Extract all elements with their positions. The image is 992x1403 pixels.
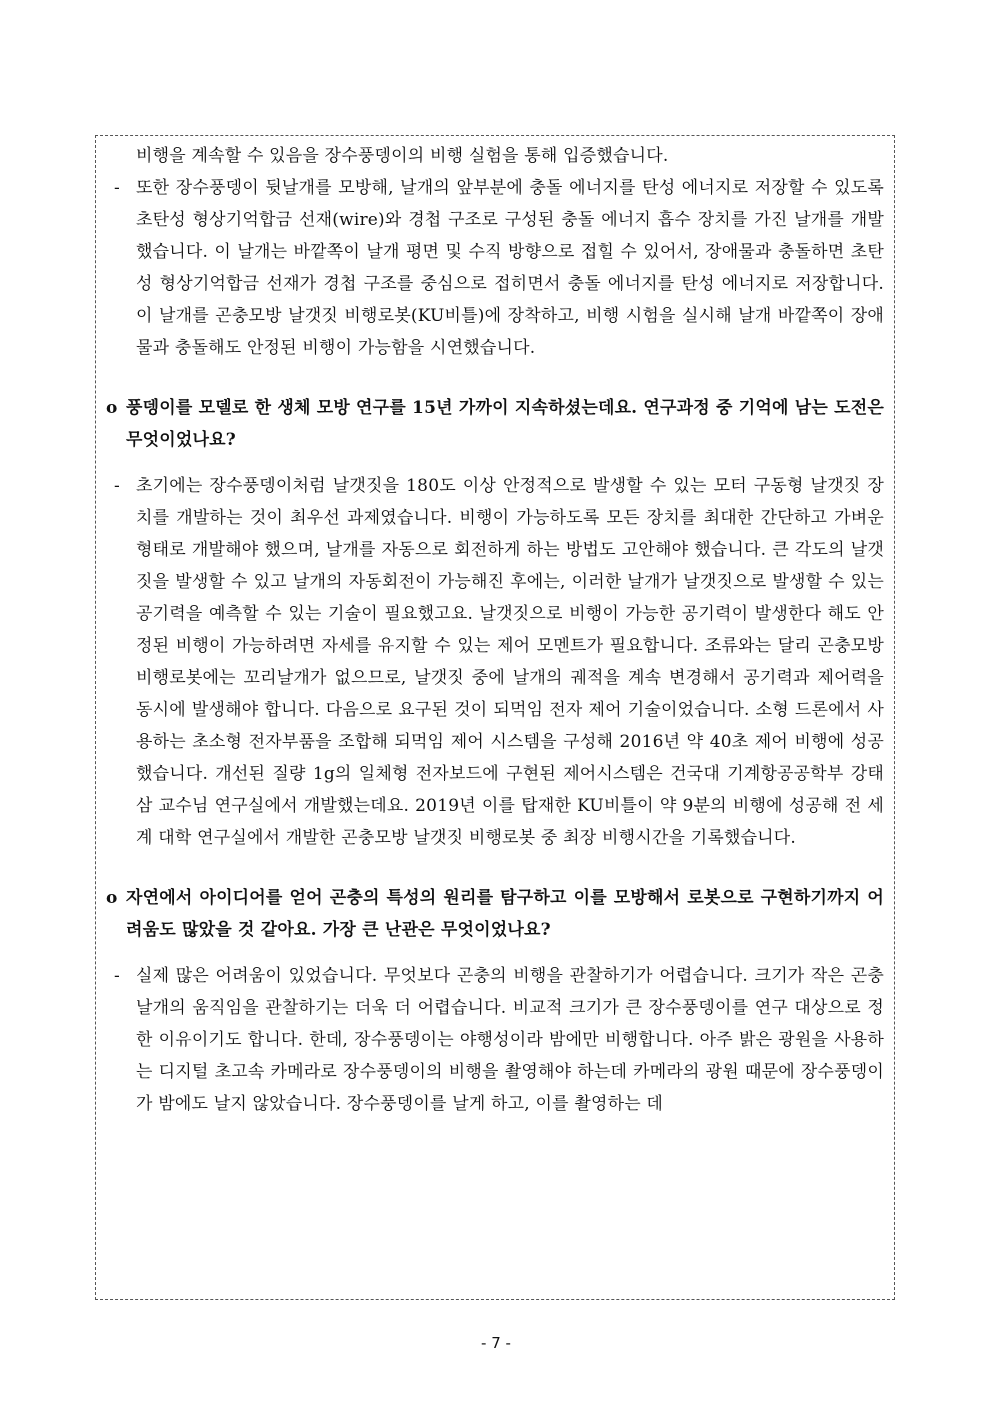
answer-text-2: 초기에는 장수풍뎅이처럼 날갯짓을 180도 이상 안정적으로 발생할 수 있는 모터 구동형 날갯짓 장치를 개발하는 것이 최우선 과제였습니다. 비행이 가능하도록 모든 장치를 최대한 간단하고 가벼운 형태로 개발해야 했으며, 날개를 자동으로 회전하게 하는 방법도 고안해야 했습니다. 큰 각도의 날갯짓을 발생할 수 있고 날개의 자동회전이 가능해진 후에는, 이러한 날개가 날갯짓으로 발생할 수 있는 공기력을 예측할 수 있는 기술이 필요했고요. 날갯짓으로 비행이 가능한 공기력이 발생한다 해도 안정된 비행이 가능하려면 자세를 유지할 수 있는 제어 모멘트가 필요합니다. 조류와는 달리 곤충모방 비행로봇에는 꼬리날개가 없으므로, 날갯짓 중에 날개의 궤적을 계속 변경해서 공기력과 제어력을 동시에 발생해야 합니다. 다음으로 요구된 것이 되먹임 전자 제어 기술이었습니다. 소형 드론에서 사용하는 초소형 전자부품을 조합해 되먹임 제어 시스템을 구성해 2016년 약 40초 제어 비행에 성공했습니다. 개선된 질량 1g의 일체형 전자보드에 구현된 제어시스템은 건국대 기계항공공학부 강태삼 교수님 연구실에서 개발했는데요. 2019년 이를 탑재한 KU비틀이 약 9분의 비행에 성공해 전 세계 대학 연구실에서 개발한 곤충모방 날갯짓 비행로봇 중 최장 비행시간을 기록했습니다. (136, 476, 884, 848)
bullet-dash: - (114, 966, 120, 986)
answer-paragraph-2 (106, 470, 884, 854)
continuation-paragraph: 비행을 계속할 수 있음을 장수풍뎅이의 비행 실험을 통해 입증했습니다. (136, 146, 669, 166)
bullet-dash: - (114, 178, 120, 198)
question-heading-2 (106, 392, 884, 456)
question-text-3: 자연에서 아이디어를 얻어 곤충의 특성의 원리를 탐구하고 이를 모방해서 로봇으로 구현하기까지 어려움도 많았을 것 같아요. 가장 큰 난관은 무엇이었나요? (126, 888, 884, 940)
question-marker: o (106, 888, 118, 908)
document-frame (95, 135, 895, 1300)
page-number: - 7 - (481, 1334, 511, 1352)
answer-text-3: 실제 많은 어려움이 있었습니다. 무엇보다 곤충의 비행을 관찰하기가 어렵습니다. 크기가 작은 곤충 날개의 움직임을 관찰하기는 더욱 더 어렵습니다. 비교적 크기가 큰 장수풍뎅이를 연구 대상으로 정한 이유이기도 합니다. 한데, 장수풍뎅이는 야행성이라 밤에만 비행합니다. 아주 밝은 광원을 사용하는 디지털 초고속 카메라로 장수풍뎅이의 비행을 촬영해야 하는데 카메라의 광원 때문에 장수풍뎅이가 밤에도 날지 않았습니다. 장수풍뎅이를 날게 하고, 이를 촬영하는 데 (136, 966, 884, 1114)
answer-paragraph-1 (106, 172, 884, 364)
bullet-dash: - (114, 476, 120, 496)
question-marker: o (106, 398, 118, 418)
question-text-2: 풍뎅이를 모델로 한 생체 모방 연구를 15년 가까이 지속하셨는데요. 연구과정 중 기억에 남는 도전은 무엇이었나요? (126, 398, 884, 450)
answer-paragraph-3 (106, 960, 884, 1120)
question-heading-3 (106, 882, 884, 946)
answer-text-1: 또한 장수풍뎅이 뒷날개를 모방해, 날개의 앞부분에 충돌 에너지를 탄성 에너지로 저장할 수 있도록 초탄성 형상기억합금 선재(wire)와 경첩 구조로 구성된 충돌 에너지 흡수 장치를 가진 날개를 개발했습니다. 이 날개는 바깥쪽이 날개 평면 및 수직 방향으로 접힐 수 있어서, 장애물과 충돌하면 초탄성 형상기억합금 선재가 경첩 구조를 중심으로 접히면서 충돌 에너지를 탄성 에너지로 저장합니다. 이 날개를 곤충모방 날갯짓 비행로봇(KU비틀)에 장착하고, 비행 시험을 실시해 날개 바깥쪽이 장애물과 충돌해도 안정된 비행이 가능함을 시연했습니다. (136, 178, 884, 358)
